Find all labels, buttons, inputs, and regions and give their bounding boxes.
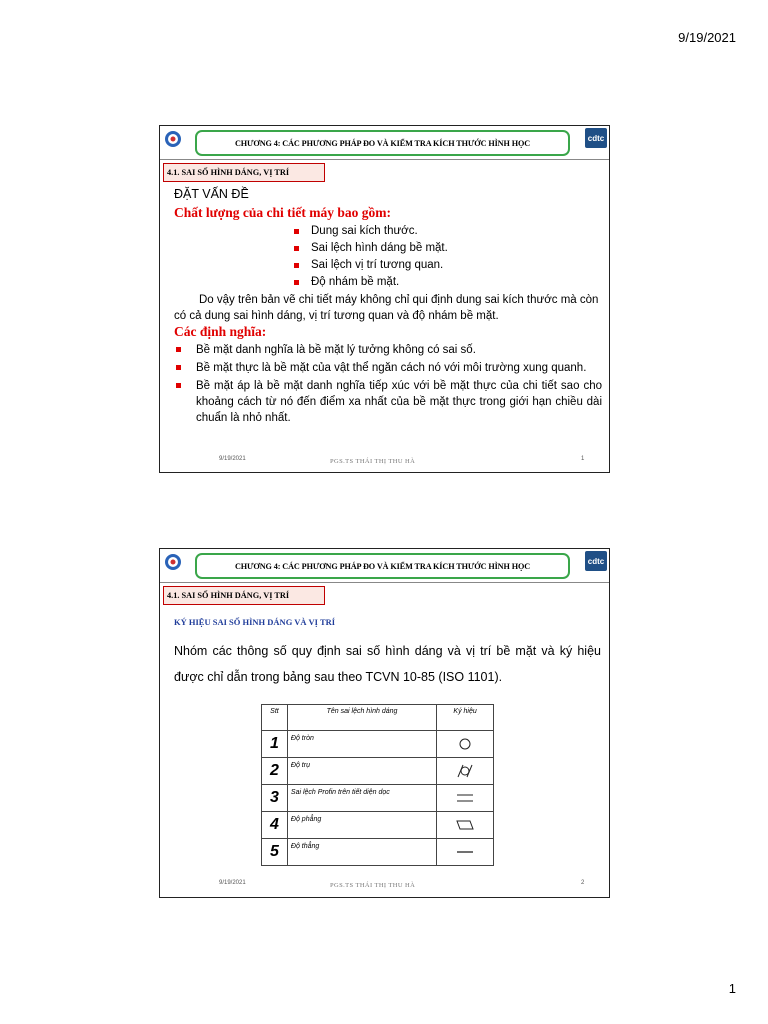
problem-heading: ĐẶT VẤN ĐỀ <box>174 187 249 201</box>
list-item: Bề mặt danh nghĩa là bề mặt lý tưởng không có sai số. <box>174 342 602 358</box>
list-item: Bề mặt thực là bề mặt của vật thể ngăn cách nó với môi trường xung quanh. <box>174 360 602 376</box>
university-logo-icon <box>164 553 182 571</box>
tolerance-table <box>261 704 494 866</box>
definitions-heading: Các định nghĩa: <box>174 324 267 339</box>
table-row <box>262 758 494 785</box>
footer-slide-number: 1 <box>581 456 585 462</box>
quality-list <box>293 223 448 291</box>
deviation-name: Sai lệch Profin trên tiết diện dọc <box>287 785 436 812</box>
footer-date: 9/19/2021 <box>219 456 246 462</box>
deviation-name: Độ trụ <box>287 758 436 785</box>
table-row <box>262 785 494 812</box>
header-divider <box>160 582 609 583</box>
column-header-name: Tên sai lệch hình dáng <box>287 705 436 731</box>
circle-symbol-icon <box>455 737 475 751</box>
table-header-row <box>262 705 494 731</box>
header-divider <box>160 159 609 160</box>
column-header-symbol: Ký hiệu <box>437 705 494 731</box>
cdtc-logo: cdtc <box>585 128 607 148</box>
footer-author: PGS.TS THÁI THỊ THU HÀ <box>330 458 416 465</box>
definitions-list <box>174 342 602 428</box>
cylindricity-symbol-icon <box>455 763 475 779</box>
footer-slide-number: 2 <box>581 880 585 886</box>
deviation-name: Độ phẳng <box>287 812 436 839</box>
chapter-title: CHƯƠNG 4: CÁC PHƯƠNG PHÁP ĐO VÀ KIỂM TRA KÍCH THƯỚC HÌNH HỌC <box>195 553 570 579</box>
flatness-symbol-icon <box>455 819 475 831</box>
page-number: 1 <box>728 981 736 996</box>
row-number: 2 <box>262 758 288 785</box>
list-item: Độ nhám bề mặt. <box>293 274 448 291</box>
slide-2 <box>159 548 610 898</box>
chapter-title: CHƯƠNG 4: CÁC PHƯƠNG PHÁP ĐO VÀ KIỂM TRA KÍCH THƯỚC HÌNH HỌC <box>195 130 570 156</box>
section-title: 4.1. SAI SỐ HÌNH DÁNG, VỊ TRÍ <box>163 163 325 182</box>
row-number: 3 <box>262 785 288 812</box>
body-paragraph: Do vậy trên bản vẽ chi tiết máy không chỉ qui định dung sai kích thước mà còn có cả dung sai hình dáng, vị trí tương quan và độ nhám bề mặt. <box>174 294 599 322</box>
body-paragraph: Nhóm các thông số quy định sai số hình dáng và vị trí bề mặt và ký hiệu được chỉ dẫn trong bảng sau theo TCVN 10-85 (ISO 1101). <box>174 644 601 684</box>
subsection-title: KÝ HIỆU SAI SỐ HÌNH DÁNG VÀ VỊ TRÍ <box>174 617 336 627</box>
row-number: 1 <box>262 731 288 758</box>
slide-1 <box>159 125 610 473</box>
cdtc-logo: cdtc <box>585 551 607 571</box>
footer-date: 9/19/2021 <box>219 880 246 886</box>
deviation-name: Độ thẳng <box>287 839 436 866</box>
table-row <box>262 731 494 758</box>
list-item: Sai lệch vị trí tương quan. <box>293 257 448 274</box>
row-number: 4 <box>262 812 288 839</box>
table-row <box>262 812 494 839</box>
row-number: 5 <box>262 839 288 866</box>
list-item: Bề mặt áp là bề mặt danh nghĩa tiếp xúc với bề mặt thực của chi tiết sao cho khoảng cách từ nó đến điểm xa nhất của bề mặt thực trong giới hạn chiều dài chuẩn là nhỏ nhất. <box>174 378 602 426</box>
deviation-name: Độ tròn <box>287 731 436 758</box>
list-item: Sai lệch hình dáng bề mặt. <box>293 240 448 257</box>
footer-author: PGS.TS THÁI THỊ THU HÀ <box>330 882 416 889</box>
column-header-stt: Stt <box>262 705 288 731</box>
university-logo-icon <box>164 130 182 148</box>
quality-heading: Chất lượng của chi tiết máy bao gồm: <box>174 205 391 220</box>
table-row <box>262 839 494 866</box>
list-item: Dung sai kích thước. <box>293 223 448 240</box>
straightness-symbol-icon <box>455 847 475 857</box>
profile-section-symbol-icon <box>455 792 475 804</box>
page-date: 9/19/2021 <box>678 30 736 45</box>
section-title: 4.1. SAI SỐ HÌNH DÁNG, VỊ TRÍ <box>163 586 325 605</box>
